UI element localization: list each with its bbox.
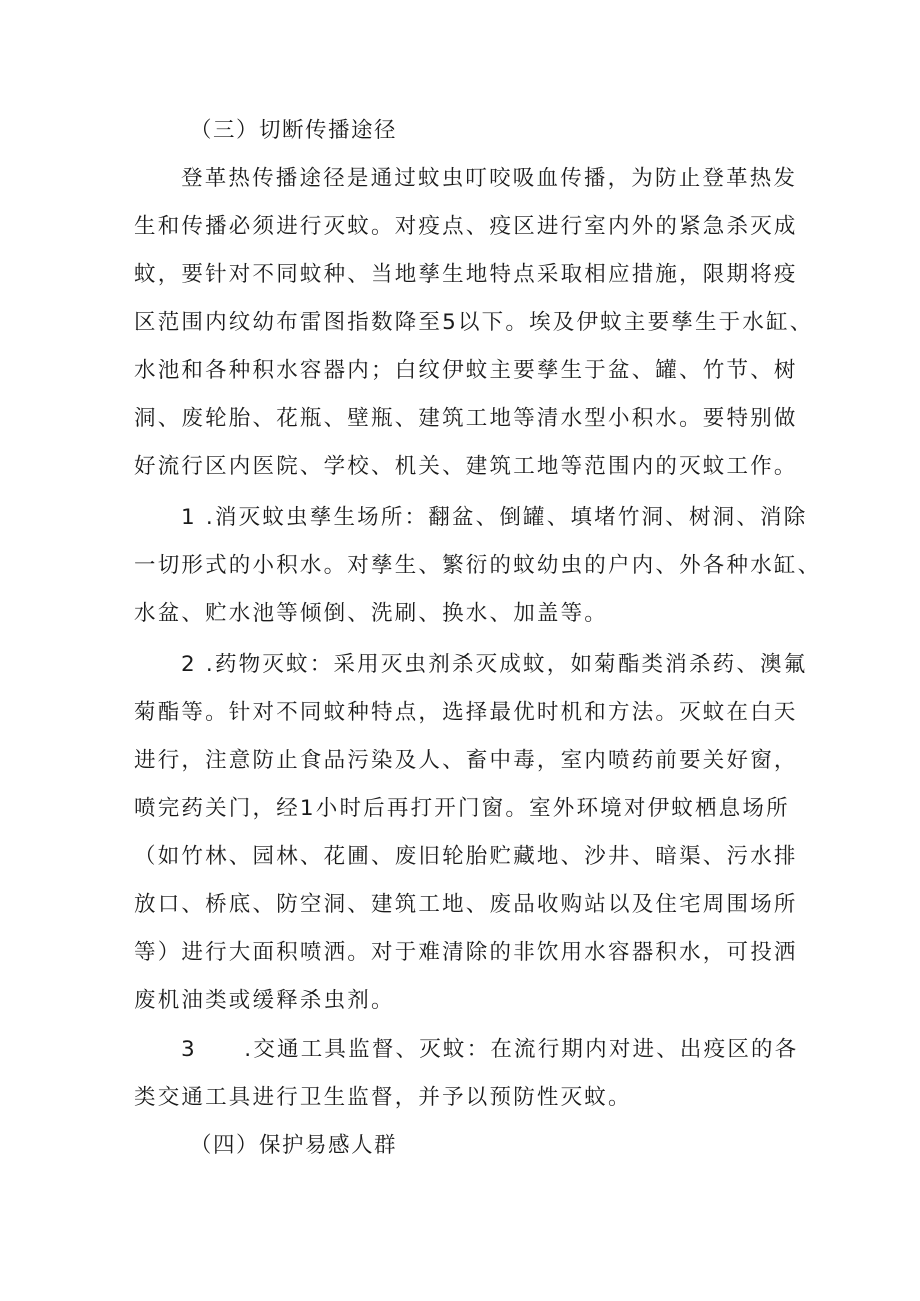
paragraph-line: 洞、废轮胎、花瓶、壁瓶、建筑工地等清水型小积水。要特别做	[134, 406, 798, 431]
list-item-2-line: 放口、桥底、防空洞、建筑工地、废品收购站以及住宅周围场所	[134, 892, 798, 917]
list-item-3-line: 3 .交通工具监督、灭蚊：在流行期内对进、出疫区的各	[181, 1037, 799, 1062]
list-item-2-line: 2 .药物灭蚊：采用灭虫剂杀灭成蚊，如菊酯类消杀药、澳氟	[181, 652, 808, 677]
list-item-1-line: 一切形式的小积水。对孳生、繁衍的蚊幼虫的户内、外各种水缸、	[134, 553, 822, 578]
list-item-1-line: 1 .消灭蚊虫孳生场所：翻盆、倒罐、填堵竹洞、树洞、消除	[181, 505, 808, 530]
list-item-2-line: 喷完药关门，经1小时后再打开门窗。室外环境对伊蚊栖息场所	[134, 796, 790, 821]
paragraph-line: 登革热传播途径是通过蚊虫叮咬吸血传播，为防止登革热发	[181, 166, 798, 191]
list-item-2-line: （如竹林、园林、花圃、废旧轮胎贮藏地、沙井、暗渠、污水排	[134, 844, 798, 869]
list-item-2-line: 废机油类或缓释杀虫剂。	[134, 988, 395, 1013]
paragraph-line: 好流行区内医院、学校、机关、建筑工地等范围内的灭蚊工作。	[134, 454, 798, 479]
paragraph-line: 生和传播必须进行灭蚊。对疫点、疫区进行室内外的紧急杀灭成	[134, 214, 798, 239]
section-heading-3: （三）切断传播途径	[190, 118, 398, 143]
paragraph-line: 蚊，要针对不同蚊种、当地孳生地特点采取相应措施，限期将疫	[134, 262, 798, 287]
paragraph-line: 水池和各种积水容器内；白纹伊蚊主要孳生于盆、罐、竹节、树	[134, 358, 798, 383]
section-heading-4: （四）保护易感人群	[190, 1133, 398, 1158]
list-item-2-line: 进行，注意防止食品污染及人、畜中毒，室内喷药前要关好窗，	[134, 748, 798, 773]
list-item-1-line: 水盆、贮水池等倾倒、洗刷、换水、加盖等。	[134, 601, 609, 626]
list-item-2-line: 菊酯等。针对不同蚊种特点，选择最优时机和方法。灭蚊在白天	[134, 700, 798, 725]
list-item-2-line: 等）进行大面积喷洒。对于难清除的非饮用水容器积水，可投洒	[134, 940, 798, 965]
list-item-3-line: 类交通工具进行卫生监督，并予以预防性灭蚊。	[134, 1085, 632, 1110]
paragraph-line: 区范围内纹幼布雷图指数降至5以下。埃及伊蚊主要孳生于水缸、	[134, 310, 814, 335]
